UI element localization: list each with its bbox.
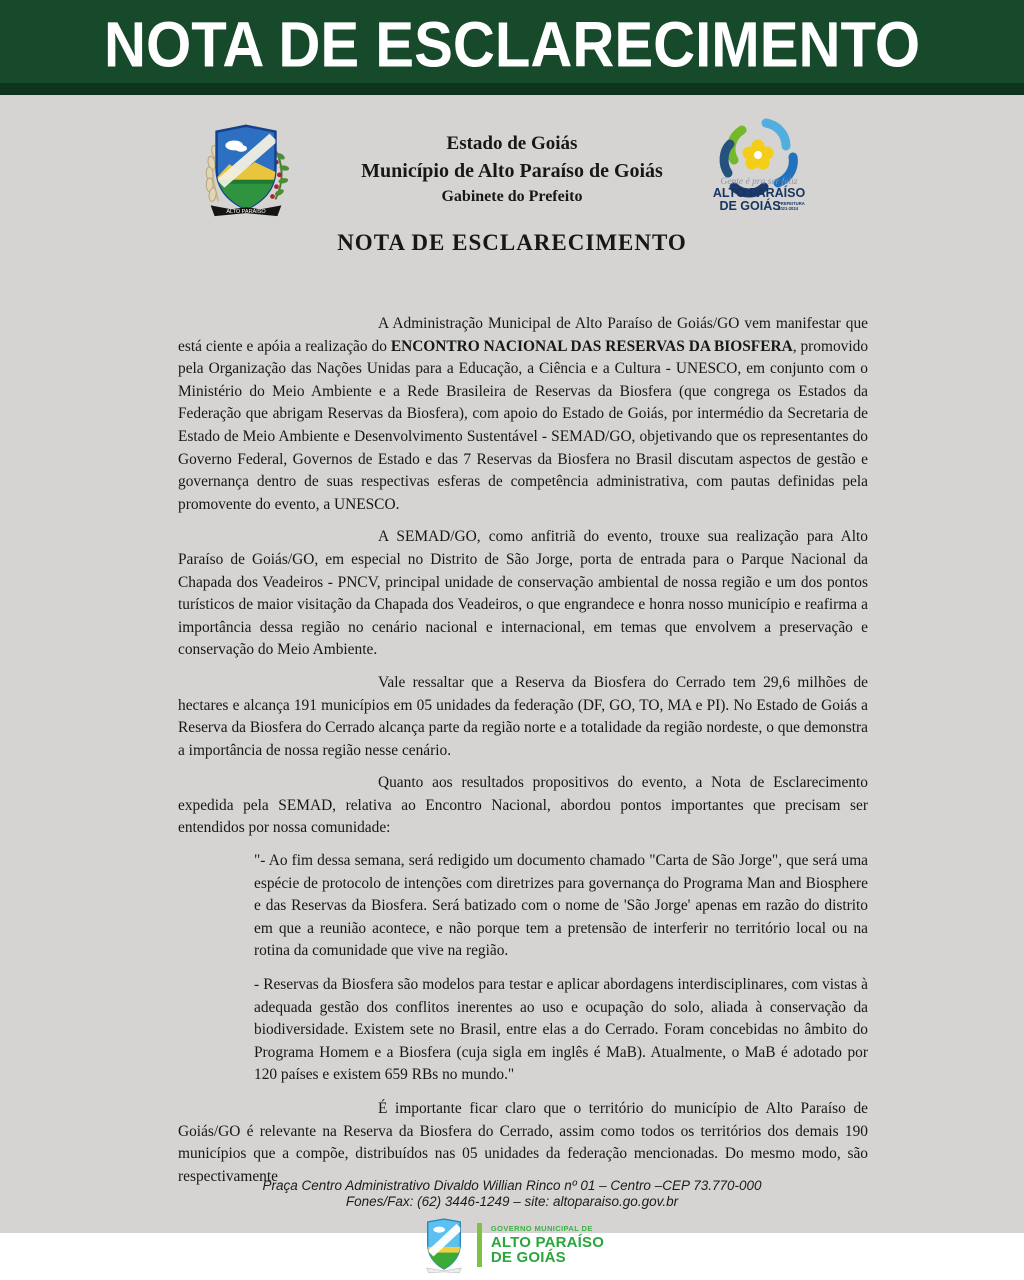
letterhead — [0, 133, 1024, 206]
city-logo-slogan: Gente é pra ser feliz — [720, 177, 798, 187]
government-logo-text — [491, 1225, 604, 1265]
letterhead-state: Estado de Goiás — [446, 133, 578, 154]
banner-title: NOTA DE ESCLARECIMENTO — [103, 9, 921, 81]
document-title: NOTA DE ESCLARECIMENTO — [337, 230, 687, 255]
paragraph-1-text-cont: , promovido pela Organização das Nações Unidas para a Educação, a Ciência e a Cultura - UNESCO, em conjunto com o Ministério do Meio Ambiente e a Rede Brasileira de Reservas da Biosfera (que congrega os Estados da Federação que abrigam Reservas da Biosfera), com apoio do Estado de Goiás, por intermédio da Secretaria de Estado de Meio Ambiente e Desenvolvimento Sustentável - SEMAD/GO, objetivando que os representantes do Governo Federal, Governos de Estado e das 7 Reservas da Biosfera no Brasil discutam aspectos de gestão e governança dentro de suas respectivas esferas de competência administrativa, com pautas definidas pela promovente do evento, a UNESCO. — [178, 337, 869, 513]
city-logo-name-line1: ALTO PARAÍSO — [712, 186, 806, 200]
quote-paragraph-1: "- Ao fim dessa semana, será redigido um documento chamado "Carta de São Jorge", que será uma espécie de protocolo de intenções com diretrizes para governança do Programa Man and Biosphere e das Reservas da Biosfera. Será batizado com o nome de 'São Jorge' apenas em razão do distrito em que a reunião acontece, e não porque tem a pretensão de interferir no território local ou na rotina da comunidade que vive na região. — [254, 852, 868, 960]
document-body — [178, 313, 868, 1198]
top-banner — [0, 0, 1024, 95]
paragraph-3: Vale ressaltar que a Reserva da Biosfera do Cerrado tem 29,6 milhões de hectares e alcança 191 municípios em 05 unidades da federação (DF, GO, TO, MA e PI). No Estado de Goiás a Reserva da Biosfera do Cerrado alcança parte da região norte e a totalidade da região nordeste, o que demonstra a importância de nossa região nesse cenário. — [178, 673, 868, 759]
footer-address-block — [0, 1178, 1024, 1210]
city-logo-tag-line1: PREFEITURA — [778, 201, 805, 206]
crest-ribbon-label: ALTO PARAÍSO — [226, 209, 266, 216]
logo-divider-bar — [477, 1223, 482, 1267]
city-logo-name-line2: DE GOIÁS — [719, 199, 781, 213]
government-logo-line2: ALTO PARAÍSO — [490, 1233, 605, 1251]
paragraph-4: Quanto aos resultados propositivos do evento, a Nota de Esclarecimento expedida pela SEMAD, relativa ao Encontro Nacional, abordou pontos importantes que precisam ser entendidos por nossa comunidade: — [178, 774, 868, 837]
letterhead-municipality: Município de Alto Paraíso de Goiás — [361, 160, 663, 182]
paragraph-1 — [178, 313, 868, 516]
city-logo-tag-line2: 2021-2024 — [778, 206, 799, 211]
government-logo-line3: DE GOIÁS — [490, 1248, 566, 1266]
government-logo-line1: GOVERNO MUNICIPAL DE — [490, 1224, 593, 1234]
paragraph-2: A SEMAD/GO, como anfitriã do evento, trouxe sua realização para Alto Paraíso de Goiás/GO, em especial no Distrito de São Jorge, porta de entrada para o Parque Nacional da Chapada dos Veadeiros - PNCV, principal unidade de conservação ambiental de nossa região e um dos pontos turísticos de maior visitação da Chapada dos Veadeiros, o que engrandece e honra nosso município e reafirma a importância dessa região no cenário nacional e internacional, em temas que envolvem a preservação e conservação do Meio Ambiente. — [178, 528, 868, 659]
footer-contact-line: Fones/Fax: (62) 3446-1249 – site: altoparaiso.go.gov.br — [345, 1194, 679, 1209]
government-crest-icon — [420, 1216, 468, 1274]
paragraph-5: É importante ficar claro que o território do município de Alto Paraíso de Goiás/GO é relevante na Reserva da Biosfera do Cerrado, assim como todos os territórios dos demais 190 municípios que a compõe, distribuídos nas 05 unidades da federação mencionadas. Do mesmo modo, são respectivamente — [178, 1100, 868, 1185]
city-flower-logo-icon — [700, 113, 820, 217]
paragraph-1-bold-text: ENCONTRO NACIONAL DAS RESERVAS DA BIOSFERA — [390, 337, 793, 355]
paragraph-1-text: A Administração Municipal de Alto Paraíso de Goiás/GO vem manifestar que está ciente e apóia a realização do — [178, 315, 868, 355]
letterhead-office: Gabinete do Prefeito — [441, 188, 583, 205]
government-logo — [0, 1216, 1024, 1274]
footer-address-line: Praça Centro Administrativo Divaldo Willian Rinco nº 01 – Centro –CEP 73.770-000 — [262, 1178, 762, 1193]
quote-paragraph-2: - Reservas da Biosfera são modelos para testar e aplicar abordagens interdisciplinares, com vistas à adequada gestão dos conflitos inerentes ao uso e ocupação do solo, aliada à conservação da biodiversidade. Existem sete no Brasil, entre elas a do Cerrado. Foram concebidas no âmbito do Programa Homem e a Biosfera (cuja sigla em inglês é MaB). Atualmente, o MaB é adotado por 120 países e existem 659 RBs no mundo." — [254, 976, 868, 1084]
